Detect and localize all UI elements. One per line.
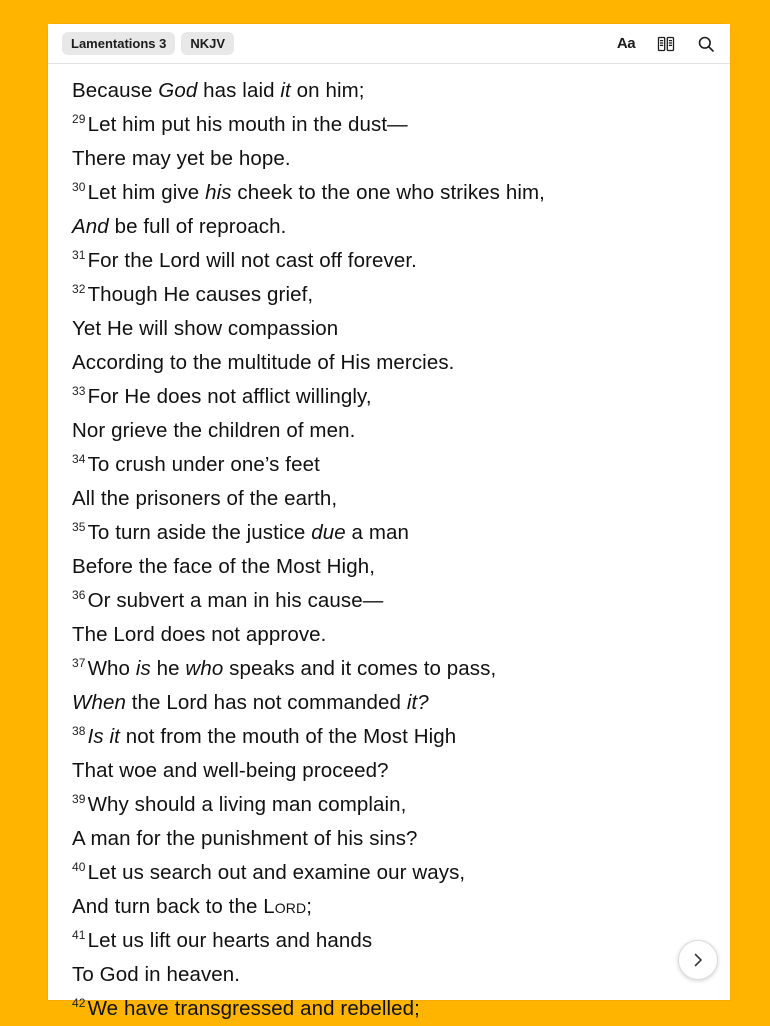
verse-text-segment: To crush under one’s feet (87, 453, 320, 476)
verse-number: 40 (72, 860, 86, 875)
verse-text-segment: The Lord does not approve. (72, 623, 327, 646)
verse-line (72, 312, 706, 346)
verse-line (72, 550, 706, 584)
verse-number: 36 (72, 588, 86, 603)
verse-text-segment: And turn back to the (72, 895, 264, 918)
verse-number: 38 (72, 724, 86, 739)
verse-line (72, 414, 706, 448)
verse-text-segment: he (150, 657, 186, 680)
verse-line (72, 74, 706, 108)
verse-line (72, 380, 706, 414)
text-size-icon[interactable]: Aa (616, 35, 636, 52)
verse-number: 31 (72, 248, 86, 263)
verse-number: 30 (72, 180, 86, 195)
parallel-view-icon[interactable] (656, 34, 676, 54)
verse-text-segment: a man (345, 521, 410, 544)
verse-line (72, 958, 706, 992)
verse-line (72, 686, 706, 720)
verse-number: 34 (72, 452, 86, 467)
verse-text-segment: According to the multitude of His mercies. (72, 351, 455, 374)
verse-number: 35 (72, 520, 86, 535)
verse-number: 41 (72, 928, 86, 943)
verse-line (72, 720, 706, 754)
scripture-reader[interactable] (48, 64, 730, 1020)
verse-text-segment: Yet He will show compassion (72, 317, 339, 340)
verse-line (72, 176, 706, 210)
verse-text-segment: When (72, 691, 126, 714)
version-button[interactable]: NKJV (181, 32, 234, 55)
verse-line (72, 924, 706, 958)
verse-text-segment: Lord (263, 895, 307, 918)
toolbar (48, 24, 730, 64)
verse-text-segment: is (135, 657, 151, 680)
verse-text-segment: on him; (290, 79, 365, 102)
reference-chip-group (62, 32, 234, 55)
verse-line (72, 210, 706, 244)
verse-text-segment: We have transgressed and rebelled; (87, 997, 420, 1020)
verse-number: 39 (72, 792, 86, 807)
verse-text-segment: A man for the punishment of his sins? (72, 827, 418, 850)
verse-line (72, 822, 706, 856)
verse-number: 32 (72, 282, 86, 297)
verse-text-segment: due (311, 521, 346, 544)
verse-text-segment: ; (306, 895, 312, 918)
verse-text-segment: his (205, 181, 232, 204)
verse-text-segment: Nor grieve the children of men. (72, 419, 356, 442)
search-icon[interactable] (696, 34, 716, 54)
verse-text-segment: For the Lord will not cast off forever. (87, 249, 417, 272)
verse-number: 33 (72, 384, 86, 399)
verse-text-segment: the Lord has not commanded (125, 691, 407, 714)
verse-text-segment: who (185, 657, 224, 680)
verse-text-segment: speaks and it comes to pass, (223, 657, 497, 680)
verse-line (72, 516, 706, 550)
verse-line (72, 278, 706, 312)
verse-text-segment: Let us lift our hearts and hands (87, 929, 373, 952)
verse-text-segment: it? (406, 691, 429, 714)
next-chapter-button[interactable] (678, 940, 718, 980)
verse-text-segment: Before the face of the Most High, (72, 555, 375, 578)
toolbar-icons (616, 34, 716, 54)
verse-line (72, 618, 706, 652)
verse-text-segment: There may yet be hope. (72, 147, 291, 170)
verse-line (72, 992, 706, 1026)
verse-text-segment: Let him put his mouth in the dust— (87, 113, 408, 136)
verse-text-segment: Though He causes grief, (87, 283, 314, 306)
verse-text-segment: For He does not afflict willingly, (87, 385, 372, 408)
verse-line (72, 754, 706, 788)
verse-text-segment: Is it (87, 725, 120, 748)
verse-line (72, 584, 706, 618)
verse-text-segment: God (158, 79, 198, 102)
verse-text-segment: And (72, 215, 109, 238)
verse-line (72, 890, 706, 924)
verse-number: 42 (72, 996, 86, 1011)
verse-text-segment: be full of reproach. (108, 215, 287, 238)
verse-text-segment: Because (72, 79, 159, 102)
verse-text-segment: Who (87, 657, 136, 680)
verse-text-segment: not from the mouth of the Most High (119, 725, 457, 748)
verse-text-segment: To turn aside the justice (87, 521, 312, 544)
verse-text-segment: That woe and well-being proceed? (72, 759, 389, 782)
verse-text-segment: has laid (197, 79, 281, 102)
bible-reader-window (48, 24, 730, 1020)
verse-text-segment: cheek to the one who strikes him, (231, 181, 545, 204)
verse-text-segment: All the prisoners of the earth, (72, 487, 338, 510)
verse-text-segment: it (280, 79, 291, 102)
verse-text-segment: Or subvert a man in his cause— (87, 589, 384, 612)
verse-line (72, 652, 706, 686)
verse-number: 29 (72, 112, 86, 127)
verse-line (72, 346, 706, 380)
verse-text-segment: To God in heaven. (72, 963, 241, 986)
verse-line (72, 482, 706, 516)
verse-line (72, 448, 706, 482)
verse-text-segment: Why should a living man complain, (87, 793, 407, 816)
verse-line (72, 856, 706, 890)
verse-line-list (72, 74, 706, 1026)
verse-line (72, 142, 706, 176)
verse-text-segment: Let him give (87, 181, 206, 204)
verse-line (72, 788, 706, 822)
chapter-reference-button[interactable]: Lamentations 3 (62, 32, 175, 55)
verse-line (72, 244, 706, 278)
verse-text-segment: Let us search out and examine our ways, (87, 861, 466, 884)
verse-line (72, 108, 706, 142)
verse-number: 37 (72, 656, 86, 671)
